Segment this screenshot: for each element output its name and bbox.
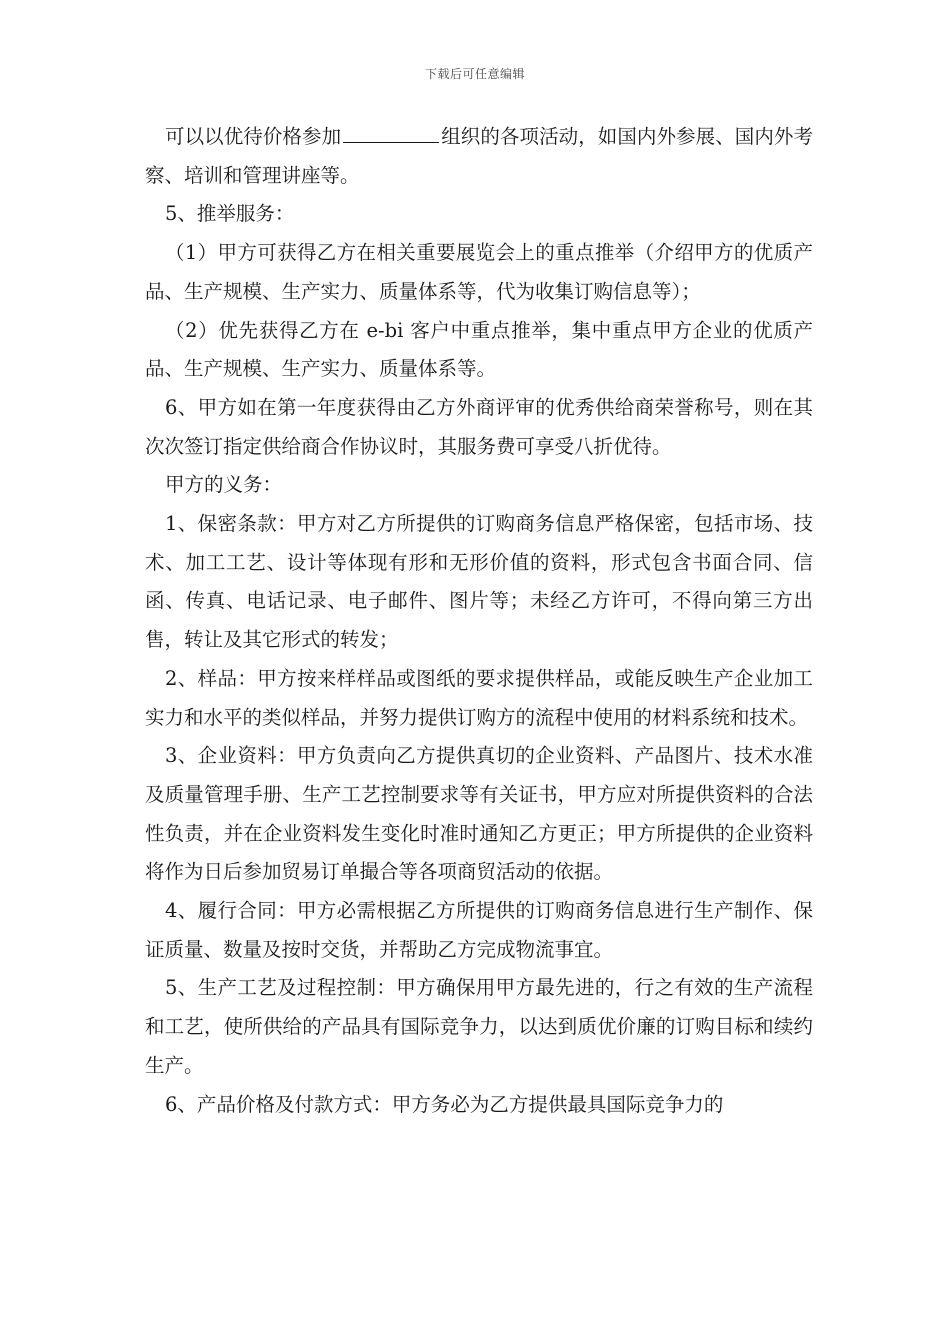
paragraph-contract: 4、履行合同：甲方必需根据乙方所提供的订购商务信息进行生产制作、保证质量、数量及按时交货，并帮助乙方完成物流事宜。: [145, 899, 813, 961]
paragraph-obligations-heading: 甲方的义务：: [165, 473, 283, 497]
paragraph-activities-after: 组织的各项活动，如国内外参展、国内外考察、培训和管理讲座等。: [145, 125, 813, 187]
paragraph-company-info: 3、企业资料：甲方负责向乙方提供真切的企业资料、产品图片、技术水准及质量管理手册、生产工艺控制要求等有关证书，甲方应对所提供资料的合法性负责，并在企业资料发生变化时准时通知乙方更正；甲方所提供的企业资料将作为日后参加贸易订单撮合等各项商贸活动的依据。: [145, 744, 813, 884]
paragraph-process-control: 5、生产工艺及过程控制：甲方确保用甲方最先进的，行之有效的生产流程和工艺，使所供给的产品具有国际竞争力，以达到质优价廉的订购目标和续约生产。: [145, 976, 813, 1077]
paragraph-recommend-heading: 5、推举服务：: [165, 202, 295, 226]
paragraph-recommend-1: （1）甲方可获得乙方在相关重要展览会上的重点推举（介绍甲方的优质产品、生产规模、生产实力、质量体系等，代为收集订购信息等）；: [145, 241, 813, 303]
paragraph-confidentiality: 1、保密条款：甲方对乙方所提供的订购商务信息严格保密，包括市场、技术、加工工艺、设计等体现有形和无形价值的资料，形式包含书面合同、信函、传真、电话记录、电子邮件、图片等；未经乙方许可，不得向第三方出售，转让及其它形式的转发；: [145, 512, 813, 652]
paragraph-samples: 2、样品：甲方按来样样品或图纸的要求提供样品，或能反映生产企业加工实力和水平的类似样品，并努力提供订购方的流程中使用的材料系统和技术。: [145, 666, 813, 729]
paragraph-price-payment: 6、产品价格及付款方式：甲方务必为乙方提供最具国际竞争力的: [165, 1092, 724, 1116]
paragraph-activities: [145, 118, 813, 195]
paragraph-discount: 6、甲方如在第一年度获得由乙方外商评审的优秀供给商荣誉称号，则在其次次签订指定供给商合作协议时，其服务费可享受八折优待。: [145, 395, 813, 458]
paragraph-activities-before: 可以以优待价格参加: [165, 125, 342, 148]
document-body: [145, 118, 813, 1124]
paragraph-recommend-2: （2）优先获得乙方在 e-bi 客户中重点推举，集中重点甲方企业的优质产品、生产规模、生产实力、质量体系等。: [145, 318, 813, 381]
page-header: 下载后可任意编辑: [424, 67, 525, 81]
fill-in-blank: [343, 124, 439, 143]
